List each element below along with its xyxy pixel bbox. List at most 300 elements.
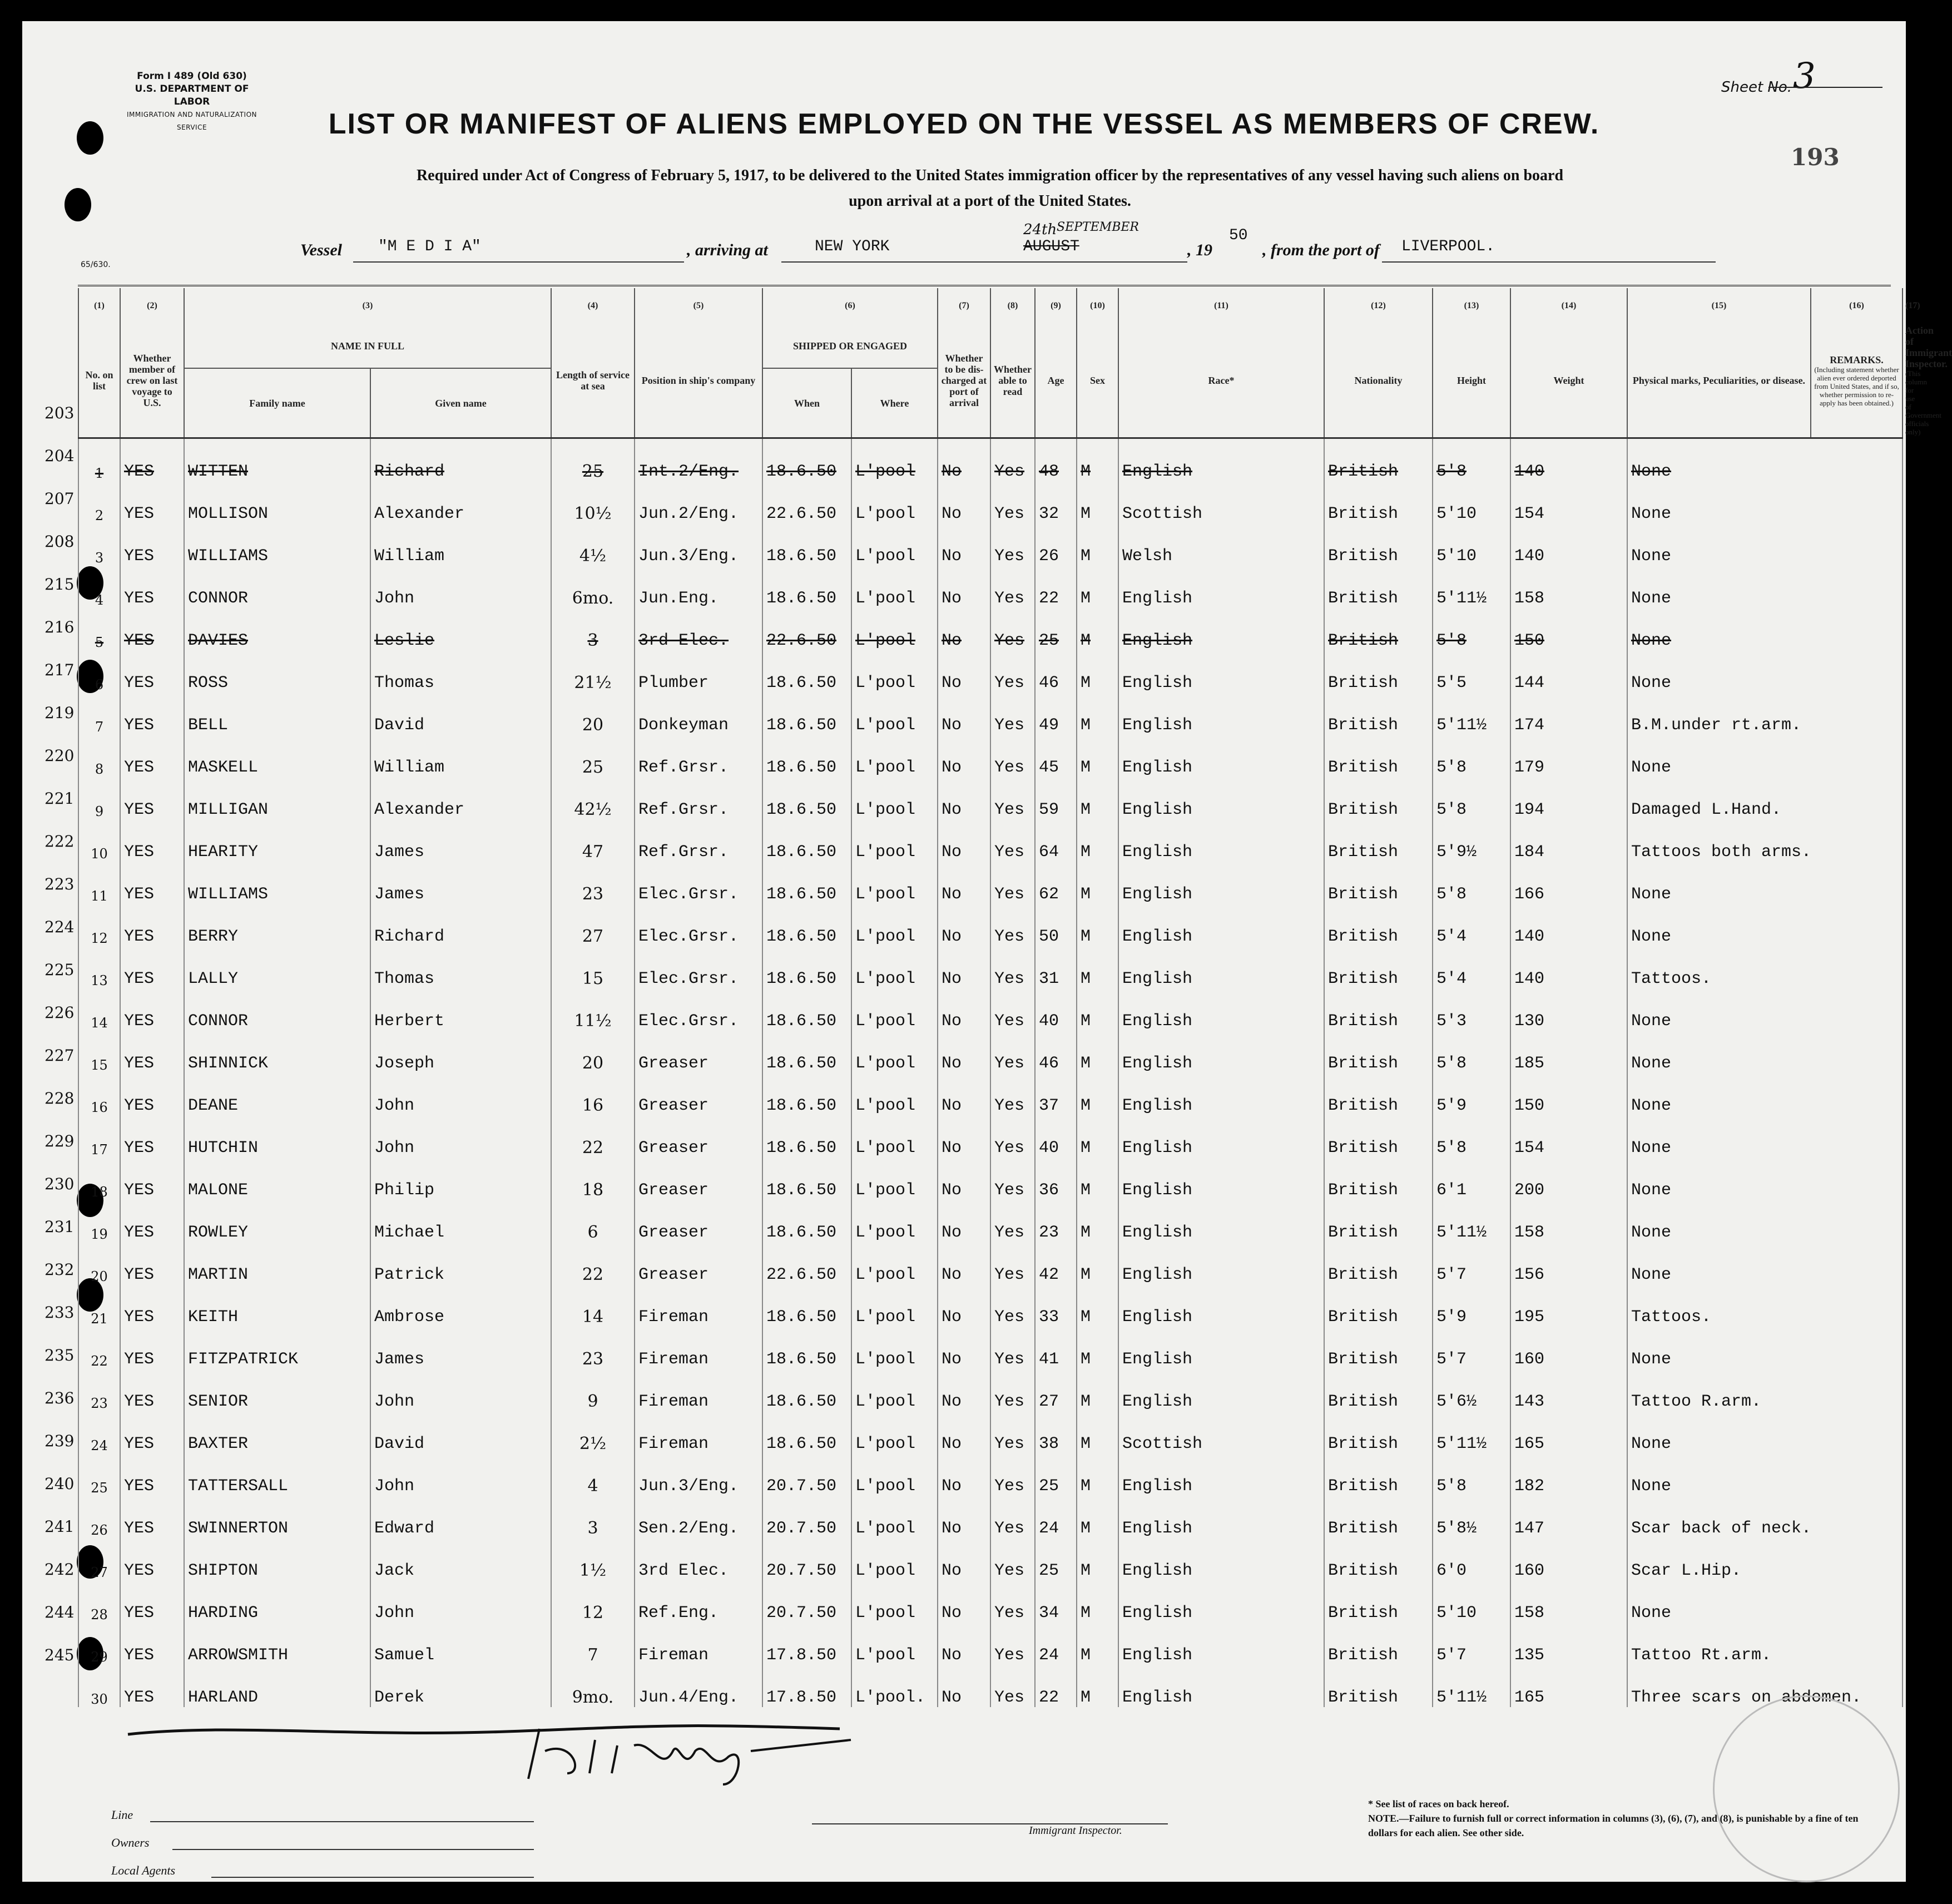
length-of-service: 12 bbox=[551, 1580, 635, 1623]
page-subtitle bbox=[267, 163, 1713, 214]
table-row bbox=[78, 777, 1903, 819]
able-to-read: Yes bbox=[990, 1496, 1035, 1538]
shipped-where: L'pool bbox=[851, 1284, 938, 1327]
row-number: 11 bbox=[78, 862, 120, 904]
race: English bbox=[1118, 608, 1324, 650]
nationality: British bbox=[1324, 946, 1433, 988]
table-row bbox=[78, 1115, 1903, 1158]
position: Ref.Grsr. bbox=[635, 819, 762, 862]
shipped-where: L'pool bbox=[851, 650, 938, 693]
shipped-when: 22.6.50 bbox=[762, 608, 851, 650]
shipped-where: L'pool bbox=[851, 608, 938, 650]
physical-marks: None bbox=[1627, 438, 1903, 482]
sex: M bbox=[1077, 1200, 1118, 1242]
position: Sen.2/Eng. bbox=[635, 1496, 762, 1538]
original-page-number: 207 bbox=[44, 489, 75, 508]
crew-member-flag: YES bbox=[120, 1369, 184, 1411]
physical-marks: Tattoos. bbox=[1627, 946, 1903, 988]
col-num-2 bbox=[120, 288, 184, 324]
sex: M bbox=[1077, 1411, 1118, 1453]
shipped-when: 18.6.50 bbox=[762, 862, 851, 904]
table-row bbox=[78, 481, 1903, 523]
shipped-where: L'pool bbox=[851, 1411, 938, 1453]
nationality: British bbox=[1324, 1073, 1433, 1115]
weight: 144 bbox=[1510, 650, 1627, 693]
header-able-to-read: Whether able to read bbox=[990, 324, 1035, 438]
row-number: 30 bbox=[78, 1665, 120, 1707]
family-name: MOLLISON bbox=[184, 481, 370, 523]
original-page-number: 221 bbox=[44, 789, 75, 808]
age: 46 bbox=[1035, 1031, 1077, 1073]
subtitle-line-2: upon arrival at a port of the United States. bbox=[849, 192, 1131, 210]
crew-member-flag: YES bbox=[120, 693, 184, 735]
race: English bbox=[1118, 1623, 1324, 1665]
crew-member-flag: YES bbox=[120, 1115, 184, 1158]
race: English bbox=[1118, 1327, 1324, 1369]
table-row bbox=[78, 1031, 1903, 1073]
height: 5'11½ bbox=[1433, 1200, 1510, 1242]
shipped-when: 20.7.50 bbox=[762, 1453, 851, 1496]
age: 62 bbox=[1035, 862, 1077, 904]
shipped-when: 18.6.50 bbox=[762, 523, 851, 566]
original-page-number: 230 bbox=[44, 1175, 75, 1193]
weight: 140 bbox=[1510, 523, 1627, 566]
position: Greaser bbox=[635, 1242, 762, 1284]
height: 5'4 bbox=[1433, 904, 1510, 946]
nationality: British bbox=[1324, 1453, 1433, 1496]
race: English bbox=[1118, 1284, 1324, 1327]
header-discharged: Whether to be dis- charged at port of arrival bbox=[938, 324, 990, 438]
shipped-where: L'pool bbox=[851, 1073, 938, 1115]
sex: M bbox=[1077, 1073, 1118, 1115]
weight: 185 bbox=[1510, 1031, 1627, 1073]
weight: 194 bbox=[1510, 777, 1627, 819]
column-number: (10) bbox=[1090, 301, 1105, 310]
shipped-when: 22.6.50 bbox=[762, 1242, 851, 1284]
able-to-read: Yes bbox=[990, 1665, 1035, 1707]
column-number: (11) bbox=[1214, 301, 1228, 310]
original-page-number: 241 bbox=[44, 1517, 75, 1536]
column-number: (1) bbox=[94, 301, 105, 310]
nationality: British bbox=[1324, 1200, 1433, 1242]
physical-marks: None bbox=[1627, 1031, 1903, 1073]
crew-member-flag: YES bbox=[120, 1623, 184, 1665]
weight: 140 bbox=[1510, 438, 1627, 482]
original-page-number: 226 bbox=[44, 1003, 75, 1022]
discharged: No bbox=[938, 608, 990, 650]
original-page-number: 224 bbox=[44, 918, 75, 936]
physical-marks: Tattoos both arms. bbox=[1627, 819, 1903, 862]
race: English bbox=[1118, 1665, 1324, 1707]
length-of-service: 6 bbox=[551, 1200, 635, 1242]
age: 25 bbox=[1035, 1453, 1077, 1496]
race: English bbox=[1118, 904, 1324, 946]
col-num-7 bbox=[938, 288, 990, 324]
remarks-title: REMARKS. bbox=[1830, 354, 1884, 365]
family-name: HUTCHIN bbox=[184, 1115, 370, 1158]
shipped-when: 18.6.50 bbox=[762, 1200, 851, 1242]
height: 5'8½ bbox=[1433, 1496, 1510, 1538]
shipped-when: 18.6.50 bbox=[762, 735, 851, 777]
crew-member-flag: YES bbox=[120, 566, 184, 608]
age: 50 bbox=[1035, 904, 1077, 946]
physical-marks: None bbox=[1627, 1115, 1903, 1158]
discharged: No bbox=[938, 481, 990, 523]
col-num-1 bbox=[78, 288, 120, 324]
race: English bbox=[1118, 1496, 1324, 1538]
nationality: British bbox=[1324, 904, 1433, 946]
crew-member-flag: YES bbox=[120, 481, 184, 523]
family-name: MALONE bbox=[184, 1158, 370, 1200]
subtitle-line-1: Required under Act of Congress of February 5, 1917, to be delivered to the United States immigration officer by the representatives of any vessel having such aliens on board bbox=[416, 167, 1564, 184]
length-of-service: 3 bbox=[551, 608, 635, 650]
col-num-14 bbox=[1510, 288, 1627, 324]
nationality: British bbox=[1324, 1242, 1433, 1284]
family-name: FITZPATRICK bbox=[184, 1327, 370, 1369]
family-name: ROWLEY bbox=[184, 1200, 370, 1242]
original-page-number: 208 bbox=[44, 532, 75, 551]
able-to-read: Yes bbox=[990, 862, 1035, 904]
table-row bbox=[78, 608, 1903, 650]
row-number: 26 bbox=[78, 1496, 120, 1538]
given-name: Ambrose bbox=[370, 1284, 551, 1327]
weight: 165 bbox=[1510, 1665, 1627, 1707]
weight: 166 bbox=[1510, 862, 1627, 904]
sex: M bbox=[1077, 1665, 1118, 1707]
nationality: British bbox=[1324, 862, 1433, 904]
weight: 182 bbox=[1510, 1453, 1627, 1496]
punch-hole bbox=[65, 188, 91, 221]
height: 5'8 bbox=[1433, 862, 1510, 904]
crew-member-flag: YES bbox=[120, 438, 184, 482]
crew-member-flag: YES bbox=[120, 1242, 184, 1284]
physical-marks: None bbox=[1627, 608, 1903, 650]
family-name: WITTEN bbox=[184, 438, 370, 482]
row-number: 27 bbox=[78, 1538, 120, 1580]
crew-member-flag: YES bbox=[120, 1580, 184, 1623]
shipped-when: 18.6.50 bbox=[762, 693, 851, 735]
arrival-year: 50 bbox=[1229, 227, 1248, 244]
age: 49 bbox=[1035, 693, 1077, 735]
owners-label: Owners bbox=[111, 1836, 150, 1849]
family-name: SWINNERTON bbox=[184, 1496, 370, 1538]
row-number: 10 bbox=[78, 819, 120, 862]
row-number: 12 bbox=[78, 904, 120, 946]
race: English bbox=[1118, 438, 1324, 482]
shipped-when: 20.7.50 bbox=[762, 1496, 851, 1538]
crew-member-flag: YES bbox=[120, 1284, 184, 1327]
sex: M bbox=[1077, 693, 1118, 735]
able-to-read: Yes bbox=[990, 438, 1035, 482]
discharged: No bbox=[938, 1580, 990, 1623]
shipped-where: L'pool bbox=[851, 946, 938, 988]
col-num-5 bbox=[635, 288, 762, 324]
table-row bbox=[78, 946, 1903, 988]
discharged: No bbox=[938, 735, 990, 777]
crew-member-flag: YES bbox=[120, 1665, 184, 1707]
position: Jun.2/Eng. bbox=[635, 481, 762, 523]
given-name: Herbert bbox=[370, 988, 551, 1031]
column-number: (15) bbox=[1711, 301, 1727, 310]
original-page-number: 219 bbox=[44, 704, 75, 722]
weight: 200 bbox=[1510, 1158, 1627, 1200]
length-of-service: 25 bbox=[551, 438, 635, 482]
position: Jun.Eng. bbox=[635, 566, 762, 608]
header-where: Where bbox=[851, 368, 938, 438]
row-number: 7 bbox=[78, 693, 120, 735]
able-to-read: Yes bbox=[990, 1453, 1035, 1496]
physical-marks: Three scars on abdomen. bbox=[1627, 1665, 1903, 1707]
given-name: William bbox=[370, 735, 551, 777]
given-name: James bbox=[370, 1327, 551, 1369]
row-number: 16 bbox=[78, 1073, 120, 1115]
table-body bbox=[78, 438, 1903, 1708]
physical-marks: None bbox=[1627, 988, 1903, 1031]
line-label: Line bbox=[111, 1808, 133, 1822]
sex: M bbox=[1077, 735, 1118, 777]
weight: 158 bbox=[1510, 1200, 1627, 1242]
length-of-service: 4½ bbox=[551, 523, 635, 566]
vessel-label: Vessel bbox=[300, 241, 342, 259]
sex: M bbox=[1077, 438, 1118, 482]
races-note: * See list of races on back hereof. bbox=[1368, 1798, 1509, 1809]
family-name: TATTERSALL bbox=[184, 1453, 370, 1496]
agents-fill-line bbox=[211, 1877, 534, 1878]
able-to-read: Yes bbox=[990, 1073, 1035, 1115]
weight: 160 bbox=[1510, 1538, 1627, 1580]
sex: M bbox=[1077, 1453, 1118, 1496]
discharged: No bbox=[938, 693, 990, 735]
row-number: 21 bbox=[78, 1284, 120, 1327]
given-name: James bbox=[370, 862, 551, 904]
given-name: Philip bbox=[370, 1158, 551, 1200]
document-reference: 65/630. bbox=[81, 260, 111, 269]
height: 5'7 bbox=[1433, 1327, 1510, 1369]
height: 5'11½ bbox=[1433, 693, 1510, 735]
position: Greaser bbox=[635, 1073, 762, 1115]
nationality: British bbox=[1324, 523, 1433, 566]
physical-marks: None bbox=[1627, 904, 1903, 946]
length-of-service: 10½ bbox=[551, 481, 635, 523]
given-name: Jack bbox=[370, 1538, 551, 1580]
crew-member-flag: YES bbox=[120, 650, 184, 693]
discharged: No bbox=[938, 1411, 990, 1453]
able-to-read: Yes bbox=[990, 1284, 1035, 1327]
stamped-page-number: 193 bbox=[1791, 144, 1840, 171]
weight: 150 bbox=[1510, 608, 1627, 650]
nationality: British bbox=[1324, 735, 1433, 777]
crew-member-flag: YES bbox=[120, 1200, 184, 1242]
age: 25 bbox=[1035, 1538, 1077, 1580]
arrival-day: 24th bbox=[1023, 221, 1057, 238]
shipped-when: 18.6.50 bbox=[762, 1284, 851, 1327]
row-number: 17 bbox=[78, 1115, 120, 1158]
shipped-where: L'pool bbox=[851, 1327, 938, 1369]
length-of-service: 2½ bbox=[551, 1411, 635, 1453]
family-name: SHINNICK bbox=[184, 1031, 370, 1073]
given-name: Edward bbox=[370, 1496, 551, 1538]
embossed-seal bbox=[1713, 1695, 1900, 1882]
crew-member-flag: YES bbox=[120, 1496, 184, 1538]
given-name: Michael bbox=[370, 1200, 551, 1242]
physical-marks: None bbox=[1627, 1158, 1903, 1200]
sex: M bbox=[1077, 481, 1118, 523]
crew-manifest-table bbox=[78, 288, 1952, 1707]
physical-marks: None bbox=[1627, 1242, 1903, 1284]
weight: 150 bbox=[1510, 1073, 1627, 1115]
col-num-8 bbox=[990, 288, 1035, 324]
table-row bbox=[78, 1496, 1903, 1538]
race: English bbox=[1118, 566, 1324, 608]
length-of-service: 1½ bbox=[551, 1538, 635, 1580]
sex: M bbox=[1077, 988, 1118, 1031]
original-page-number: 223 bbox=[44, 875, 75, 893]
family-name: SHIPTON bbox=[184, 1538, 370, 1580]
length-of-service: 20 bbox=[551, 693, 635, 735]
discharged: No bbox=[938, 523, 990, 566]
given-name: William bbox=[370, 523, 551, 566]
given-name: David bbox=[370, 693, 551, 735]
discharged: No bbox=[938, 862, 990, 904]
given-name: David bbox=[370, 1411, 551, 1453]
column-number: (9) bbox=[1051, 301, 1061, 310]
given-name: John bbox=[370, 1369, 551, 1411]
shipped-when: 18.6.50 bbox=[762, 904, 851, 946]
position: Ref.Grsr. bbox=[635, 777, 762, 819]
crew-member-flag: YES bbox=[120, 1031, 184, 1073]
original-page-number: 242 bbox=[44, 1560, 75, 1579]
race: English bbox=[1118, 1031, 1324, 1073]
age: 40 bbox=[1035, 988, 1077, 1031]
table-row bbox=[78, 523, 1903, 566]
weight: 179 bbox=[1510, 735, 1627, 777]
row-number: 14 bbox=[78, 988, 120, 1031]
discharged: No bbox=[938, 1031, 990, 1073]
position: Elec.Grsr. bbox=[635, 904, 762, 946]
sex: M bbox=[1077, 650, 1118, 693]
shipped-when: 18.6.50 bbox=[762, 1031, 851, 1073]
length-of-service: 6mo. bbox=[551, 566, 635, 608]
original-page-number: 216 bbox=[44, 618, 75, 636]
physical-marks: None bbox=[1627, 1411, 1903, 1453]
table-row bbox=[78, 1623, 1903, 1665]
header-sex: Sex bbox=[1077, 324, 1118, 438]
able-to-read: Yes bbox=[990, 693, 1035, 735]
able-to-read: Yes bbox=[990, 1031, 1035, 1073]
length-of-service: 11½ bbox=[551, 988, 635, 1031]
given-name: Derek bbox=[370, 1665, 551, 1707]
height: 5'10 bbox=[1433, 523, 1510, 566]
table-row bbox=[78, 1538, 1903, 1580]
weight: 140 bbox=[1510, 904, 1627, 946]
position: Ref.Grsr. bbox=[635, 735, 762, 777]
header-remarks bbox=[1811, 324, 1903, 438]
height: 5'5 bbox=[1433, 650, 1510, 693]
shipped-when: 18.6.50 bbox=[762, 1411, 851, 1453]
height: 5'7 bbox=[1433, 1623, 1510, 1665]
table-row bbox=[78, 1158, 1903, 1200]
sex: M bbox=[1077, 523, 1118, 566]
original-page-number: 235 bbox=[44, 1346, 75, 1364]
year-prefix: , 19 bbox=[1187, 241, 1212, 259]
original-page-number: 215 bbox=[44, 575, 75, 594]
given-name: Joseph bbox=[370, 1031, 551, 1073]
able-to-read: Yes bbox=[990, 1538, 1035, 1580]
col-num-16 bbox=[1811, 288, 1903, 324]
race: English bbox=[1118, 1369, 1324, 1411]
crew-member-flag: YES bbox=[120, 862, 184, 904]
shipped-when: 18.6.50 bbox=[762, 946, 851, 988]
length-of-service: 27 bbox=[551, 904, 635, 946]
original-page-number: 228 bbox=[44, 1089, 75, 1107]
shipped-when: 18.6.50 bbox=[762, 1158, 851, 1200]
height: 5'3 bbox=[1433, 988, 1510, 1031]
header-position: Position in ship's company bbox=[635, 324, 762, 438]
discharged: No bbox=[938, 650, 990, 693]
discharged: No bbox=[938, 1158, 990, 1200]
nationality: British bbox=[1324, 777, 1433, 819]
given-name: Patrick bbox=[370, 1242, 551, 1284]
race: English bbox=[1118, 1115, 1324, 1158]
position: Elec.Grsr. bbox=[635, 862, 762, 904]
shipped-when: 17.8.50 bbox=[762, 1665, 851, 1707]
physical-marks: Tattoos. bbox=[1627, 1284, 1903, 1327]
nationality: British bbox=[1324, 1411, 1433, 1453]
original-page-number: 220 bbox=[44, 746, 75, 765]
weight: 184 bbox=[1510, 819, 1627, 862]
nationality: British bbox=[1324, 1369, 1433, 1411]
shipped-where: L'pool bbox=[851, 1115, 938, 1158]
weight: 143 bbox=[1510, 1369, 1627, 1411]
shipped-when: 17.8.50 bbox=[762, 1623, 851, 1665]
age: 24 bbox=[1035, 1496, 1077, 1538]
position: Ref.Eng. bbox=[635, 1580, 762, 1623]
discharged: No bbox=[938, 1073, 990, 1115]
weight: 174 bbox=[1510, 693, 1627, 735]
discharged: No bbox=[938, 1623, 990, 1665]
nationality: British bbox=[1324, 1496, 1433, 1538]
penalty-note: NOTE.—Failure to furnish full or correct information in columns (3), (6), (7), and (8), is punishable by a fine of ten dollars for each alien. See other side. bbox=[1368, 1813, 1859, 1838]
vessel-fill-line bbox=[353, 261, 684, 263]
given-name: John bbox=[370, 566, 551, 608]
row-number: 23 bbox=[78, 1369, 120, 1411]
height: 5'9 bbox=[1433, 1284, 1510, 1327]
shipped-where: L'pool bbox=[851, 904, 938, 946]
col-num-4 bbox=[551, 288, 635, 324]
position: Elec.Grsr. bbox=[635, 988, 762, 1031]
form-number: Form I 489 (Old 630) bbox=[137, 71, 247, 82]
discharged: No bbox=[938, 1496, 990, 1538]
able-to-read: Yes bbox=[990, 904, 1035, 946]
nationality: British bbox=[1324, 650, 1433, 693]
shipped-when: 22.6.50 bbox=[762, 481, 851, 523]
length-of-service: 18 bbox=[551, 1158, 635, 1200]
shipped-where: L'pool bbox=[851, 523, 938, 566]
shipped-when: 18.6.50 bbox=[762, 650, 851, 693]
shipped-where: L'pool bbox=[851, 1158, 938, 1200]
weight: 135 bbox=[1510, 1623, 1627, 1665]
table-row bbox=[78, 1242, 1903, 1284]
weight: 147 bbox=[1510, 1496, 1627, 1538]
position: Int.2/Eng. bbox=[635, 438, 762, 482]
physical-marks: Scar back of neck. bbox=[1627, 1496, 1903, 1538]
able-to-read: Yes bbox=[990, 1580, 1035, 1623]
race: English bbox=[1118, 1538, 1324, 1580]
header-race: Race* bbox=[1118, 324, 1324, 438]
height: 5'10 bbox=[1433, 481, 1510, 523]
header-length-of-service: Length of service at sea bbox=[551, 324, 635, 438]
table-row bbox=[78, 1327, 1903, 1369]
